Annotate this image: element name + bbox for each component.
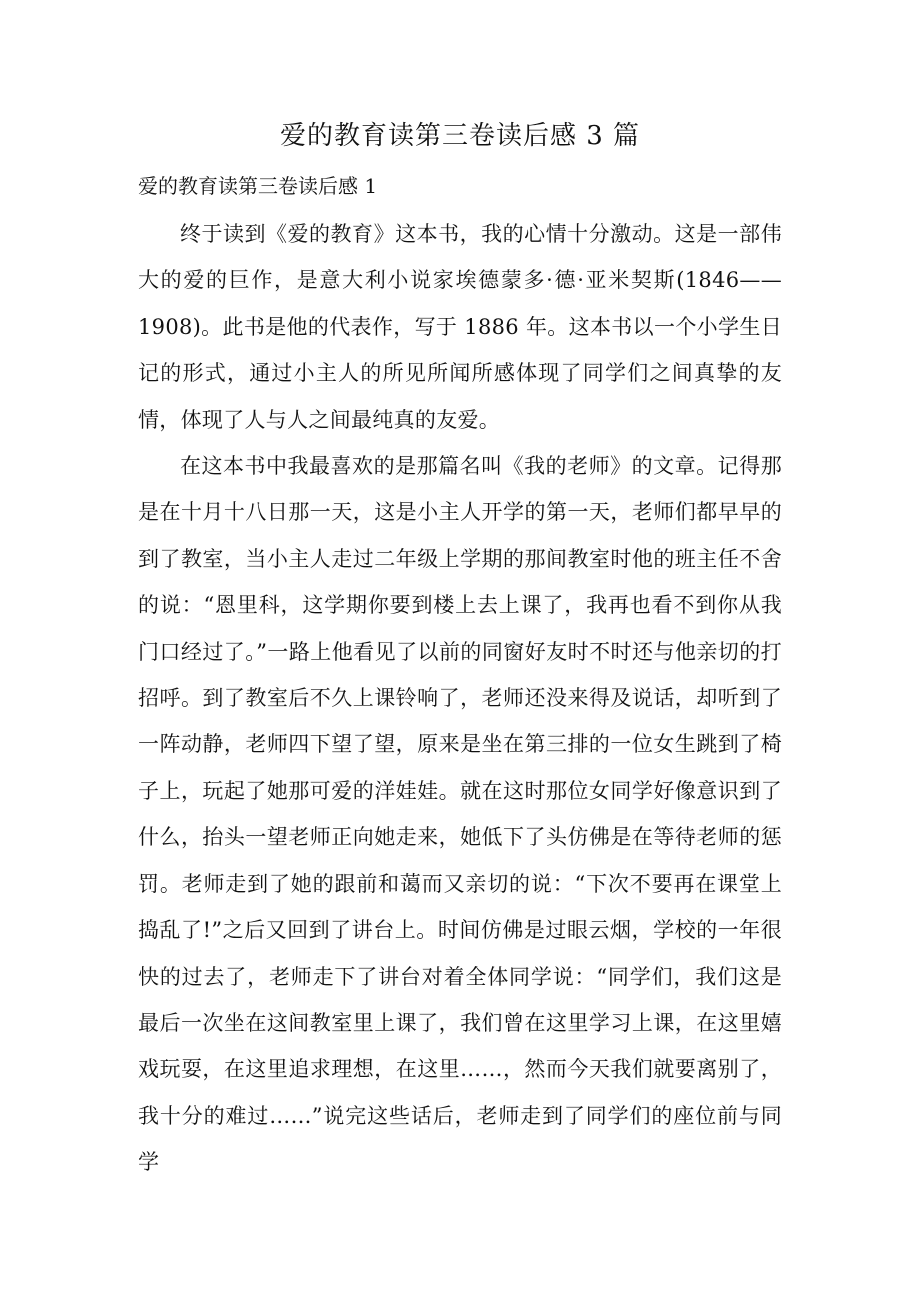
paragraph-2: 在这本书中我最喜欢的是那篇名叫《我的老师》的文章。记得那是在十月十八日那一天，这是小主人开学的第一天，老师们都早早的到了教室，当小主人走过二年级上学期的那间教室时他的班主任不舍的说：“恩里科，这学期你要到楼上去上课了，我再也看不到你从我门口经过了。”一路上他看见了以前的同窗好友时不时还与他亲切的打招呼。到了教室后不久上课铃响了，老师还没来得及说话，却听到了一阵动静，老师四下望了望，原来是坐在第三排的一位女生跳到了椅子上，玩起了她那可爱的洋娃娃。就在这时那位女同学好像意识到了什么，抬头一望老师正向她走来，她低下了头仿佛是在等待老师的惩罚。老师走到了她的跟前和蔼而又亲切的说：“下次不要再在课堂上捣乱了!”之后又回到了讲台上。时间仿佛是过眼云烟，学校的一年很快的过去了，老师走下了讲台对着全体同学说：“同学们，我们这是最后一次坐在这间教室里上课了，我们曾在这里学习上课，在这里嬉戏玩耍，在这里追求理想，在这里……，然而今天我们就要离别了，我十分的难过……”说完这些话后，老师走到了同学们的座位前与同学 [138, 454, 782, 1175]
section-heading: 爱的教育读第三卷读后感 1 [138, 174, 378, 198]
document-title: 爱的教育读第三卷读后感 3 篇 [279, 121, 641, 151]
paragraph-1: 终于读到《爱的教育》这本书，我的心情十分激动。这是一部伟大的爱的巨作，是意大利小说家埃德蒙多·德·亚米契斯(1846——1908)。此书是他的代表作，写于 1886 年。这本书以一个小学生日记的形式，通过小主人的所见所闻所感体现了同学们之间真挚的友情，体现了人与人之间最纯真的友爱。 [138, 222, 782, 432]
